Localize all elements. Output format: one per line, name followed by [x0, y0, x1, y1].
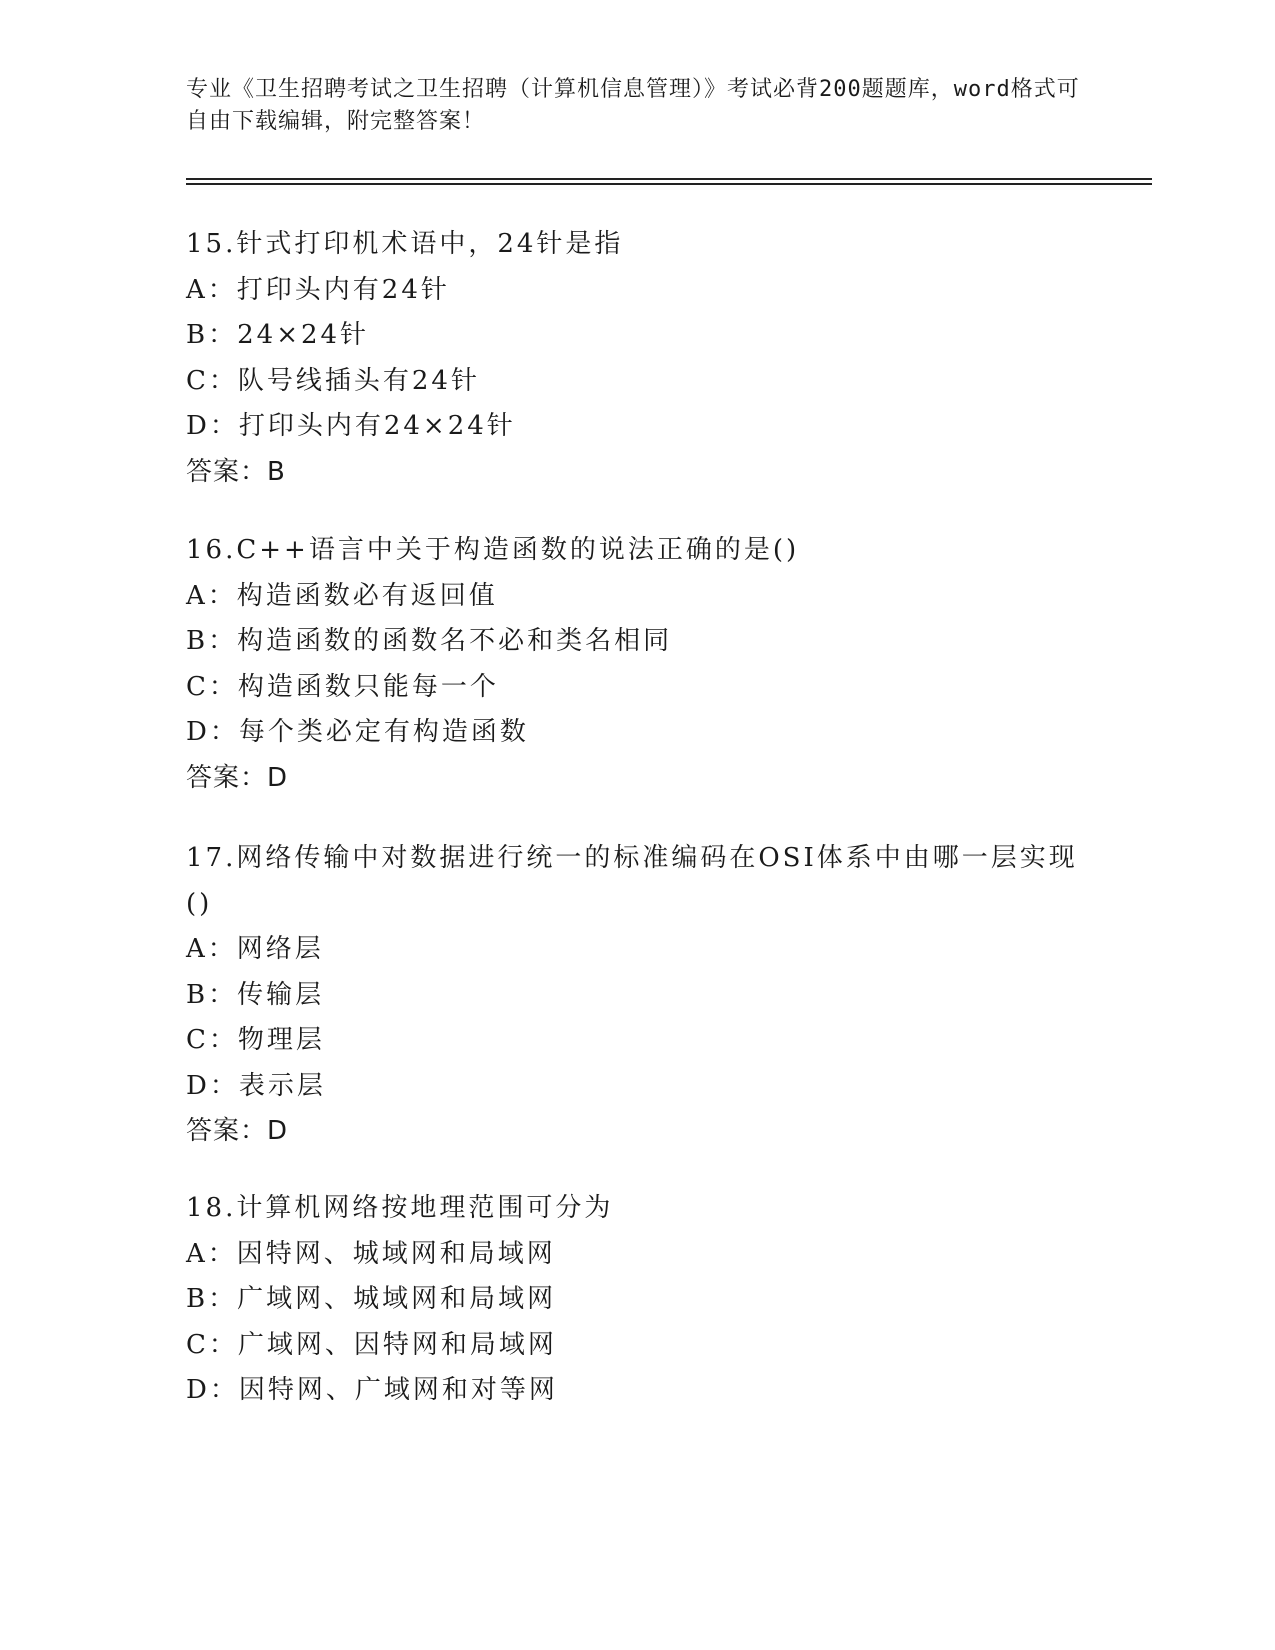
option-a: A：因特网、城域网和局域网 — [186, 1238, 556, 1269]
option-a: A：构造函数必有返回值 — [186, 580, 498, 611]
question-17 — [186, 836, 1086, 1155]
option-d: D：每个类必定有构造函数 — [186, 717, 529, 747]
option-d: D：打印头内有24×24针 — [186, 411, 516, 441]
question-16 — [186, 528, 1086, 801]
document-intro: 专业《卫生招聘考试之卫生招聘（计算机信息管理）》考试必背200题题库，word格式可自由下载编辑，附完整答案！ — [186, 77, 1080, 134]
header-divider-top — [186, 178, 1152, 180]
option-b: B：广域网、城域网和局域网 — [186, 1284, 557, 1314]
option-d: D：因特网、广域网和对等网 — [186, 1375, 558, 1405]
option-a: A：打印头内有24针 — [186, 274, 450, 305]
answer-key: 答案：D — [186, 762, 289, 793]
answer-key: 答案：B — [186, 456, 286, 487]
question-stem: 17.网络传输中对数据进行统一的标准编码在OSI体系中由哪一层实现() — [186, 843, 1078, 919]
option-b: B：传输层 — [186, 979, 325, 1010]
option-c: C：广域网、因特网和局域网 — [186, 1329, 557, 1360]
option-c: C：构造函数只能每一个 — [186, 671, 499, 702]
question-stem: 16.C++语言中关于构造函数的说法正确的是() — [186, 535, 800, 565]
option-c: C：物理层 — [186, 1025, 325, 1055]
question-stem: 18.计算机网络按地理范围可分为 — [186, 1193, 614, 1223]
question-stem: 15.针式打印机术语中，24针是指 — [186, 229, 624, 259]
option-c: C：队号线插头有24针 — [186, 365, 480, 396]
option-b: B：24×24针 — [186, 320, 370, 350]
option-d: D：表示层 — [186, 1070, 326, 1101]
answer-key: 答案：D — [186, 1116, 289, 1146]
header-divider-bottom — [186, 183, 1152, 185]
option-a: A：网络层 — [186, 934, 324, 964]
question-15 — [186, 222, 1086, 495]
question-18 — [186, 1186, 1086, 1414]
option-b: B：构造函数的函数名不必和类名相同 — [186, 626, 673, 656]
